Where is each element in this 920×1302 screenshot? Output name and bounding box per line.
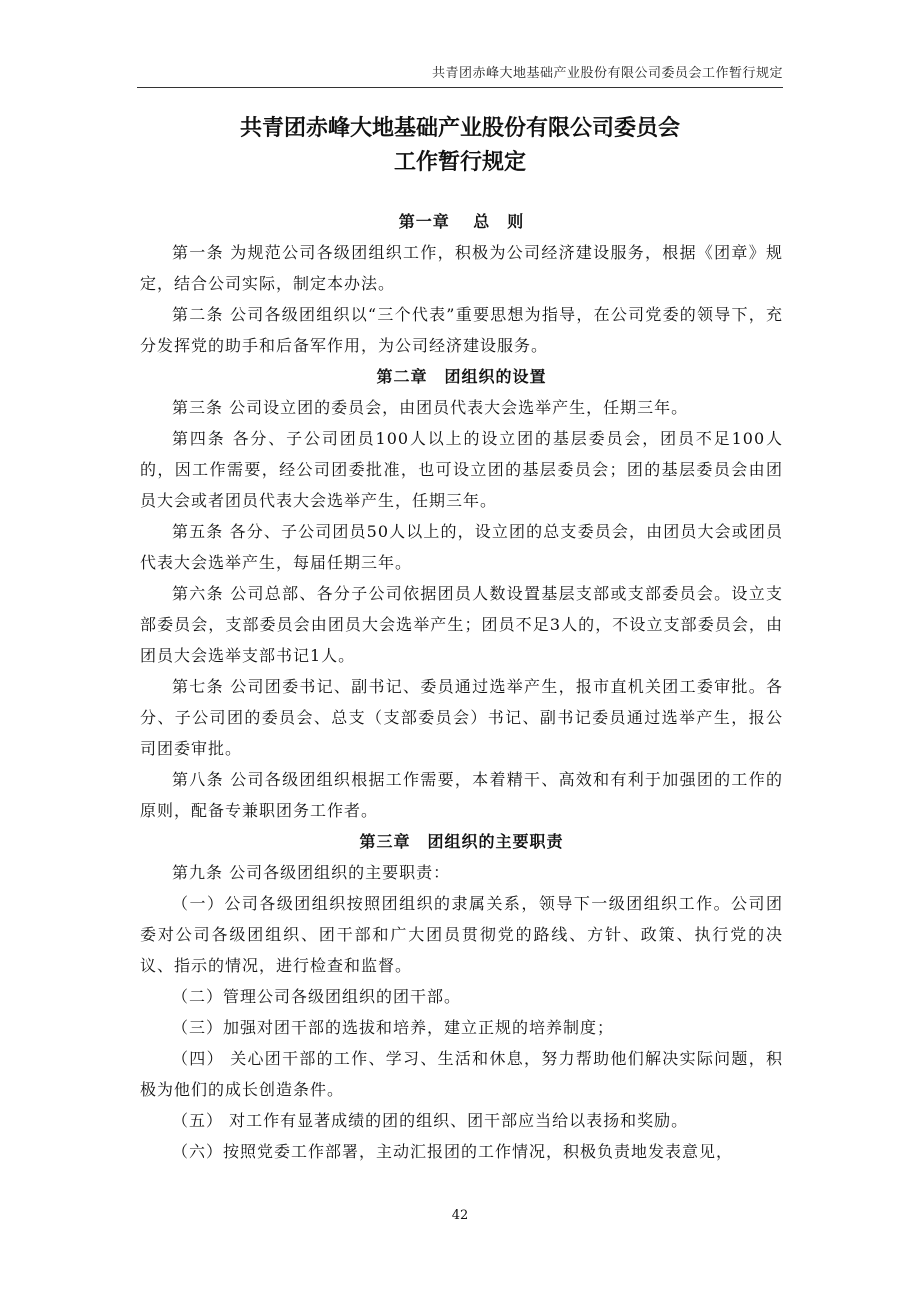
article-paragraph: （二）管理公司各级团组织的团干部。 bbox=[172, 987, 462, 1006]
chapter-heading: 第二章 团组织的设置 bbox=[376, 367, 547, 386]
article-paragraph: 第七条 公司团委书记、副书记、委员通过选举产生，报市直机关团工委审批。各分、子公司团的委员会、总支（支部委员会）书记、副书记委员通过选举产生，报公司团委审批。 bbox=[140, 677, 783, 758]
article-paragraph: 第三条 公司设立团的委员会，由团员代表大会选举产生，任期三年。 bbox=[172, 398, 689, 417]
article-paragraph: 第一条 为规范公司各级团组织工作，积极为公司经济建设服务，根据《团章》规定，结合公司实际，制定本办法。 bbox=[140, 243, 783, 293]
article-paragraph: 第八条 公司各级团组织根据工作需要，本着精干、高效和有利于加强团的工作的原则，配备专兼职团务工作者。 bbox=[140, 770, 783, 820]
article-paragraph: （四） 关心团干部的工作、学习、生活和休息，努力帮助他们解决实际问题，积极为他们的成长创造条件。 bbox=[140, 1049, 783, 1099]
article-paragraph: 第六条 公司总部、各分子公司依据团员人数设置基层支部或支部委员会。设立支部委员会，支部委员会由团员大会选举产生；团员不足3人的，不设立支部委员会，由团员大会选举支部书记1人。 bbox=[140, 584, 783, 665]
running-header: 共青团赤峰大地基础产业股份有限公司委员会工作暂行规定 bbox=[137, 62, 783, 88]
article-paragraph: 第九条 公司各级团组织的主要职责： bbox=[172, 863, 451, 882]
article-paragraph: 第五条 各分、子公司团员50人以上的，设立团的总支委员会，由团员大会或团员代表大会选举产生，每届任期三年。 bbox=[140, 522, 783, 572]
chapter-heading: 第一章 总 则 bbox=[398, 212, 525, 231]
article-paragraph: （六）按照党委工作部署，主动汇报团的工作情况，积极负责地发表意见， bbox=[172, 1142, 734, 1161]
title-line-1: 共青团赤峰大地基础产业股份有限公司委员会 bbox=[239, 116, 680, 141]
title-line-2: 工作暂行规定 bbox=[393, 150, 526, 175]
document-body bbox=[140, 206, 783, 1167]
page-number: 42 bbox=[451, 1208, 469, 1223]
chapter-heading: 第三章 团组织的主要职责 bbox=[359, 832, 564, 851]
document-title bbox=[0, 112, 920, 180]
article-paragraph: （五） 对工作有显著成绩的团的组织、团干部应当给以表扬和奖励。 bbox=[172, 1111, 689, 1130]
article-paragraph: 第二条 公司各级团组织以“三个代表”重要思想为指导，在公司党委的领导下，充分发挥党的助手和后备军作用，为公司经济建设服务。 bbox=[140, 305, 783, 355]
article-paragraph: 第四条 各分、子公司团员100人以上的设立团的基层委员会，团员不足100人的，因工作需要，经公司团委批准，也可设立团的基层委员会；团的基层委员会由团员大会或者团员代表大会选举产生，任期三年。 bbox=[140, 429, 783, 510]
article-paragraph: （三）加强对团干部的选拔和培养，建立正规的培养制度； bbox=[172, 1018, 615, 1037]
article-paragraph: （一）公司各级团组织按照团组织的隶属关系，领导下一级团组织工作。公司团委对公司各级团组织、团干部和广大团员贯彻党的路线、方针、政策、执行党的决议、指示的情况，进行检查和监督。 bbox=[140, 894, 783, 975]
